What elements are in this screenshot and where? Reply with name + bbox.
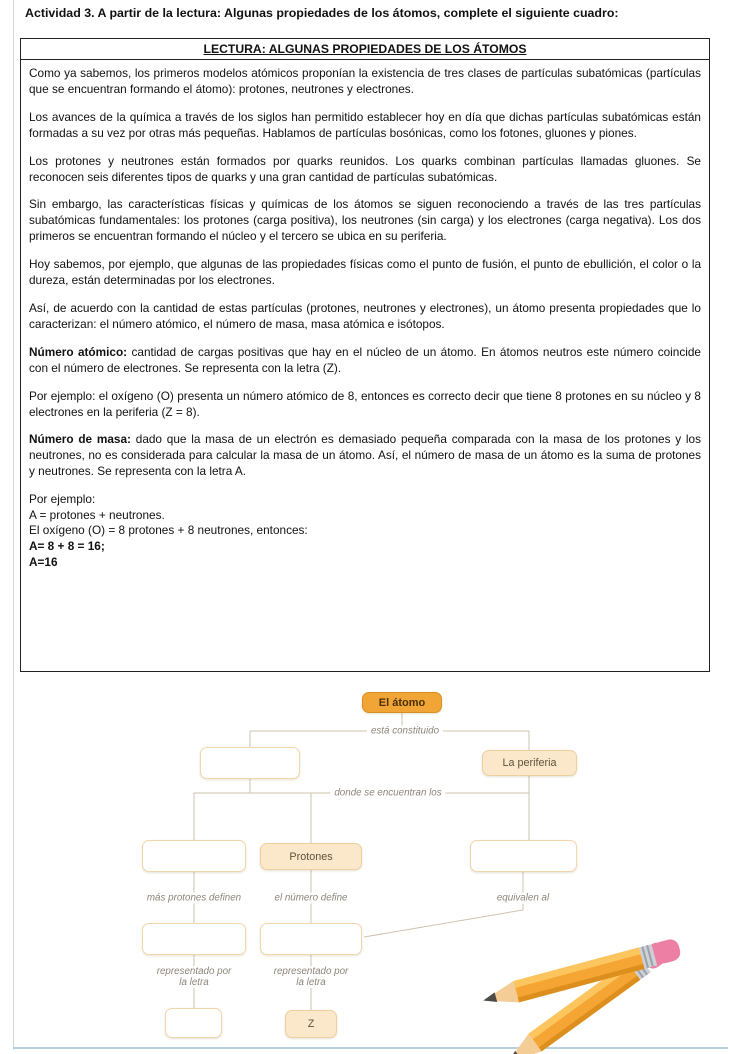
- lectura-box: [20, 38, 710, 672]
- node-protones: Protones: [260, 843, 362, 870]
- empty-box-2[interactable]: [142, 840, 246, 872]
- example-line: Por ejemplo:: [29, 492, 96, 507]
- paragraph-text: Los avances de la química a través de los siglos han permitido establecer hoy en día que dichas partículas subatómicas están formadas a su vez por otras más pequeñas. Hablamos de partículas bosónicas, como los fotones, gluones y piones.: [29, 109, 701, 140]
- paragraph-text: cantidad de cargas positivas que hay en el núcleo de un átomo. En átomos neutros este número coincide con el número de electrones. Se representa con la letra (Z).: [29, 344, 701, 375]
- lectura-paragraph: [29, 110, 701, 142]
- example-line: El oxígeno (O) = 8 protones + 8 neutrones, entonces:: [29, 523, 308, 538]
- node-z: Z: [285, 1010, 337, 1038]
- example-block: [29, 492, 701, 570]
- lectura-paragraph: [29, 432, 701, 480]
- paragraph-text: Como ya sabemos, los primeros modelos atómicos proponían la existencia de tres clases de partículas subatómicas (partículas que se encuentran formando el átomo): protones, neutrones y electrones.: [29, 66, 701, 96]
- connector-label-mas-protones-definen: más protones definen: [143, 893, 245, 904]
- concept-map: [0, 680, 730, 1054]
- pencils-illustration: [481, 937, 683, 1054]
- lectura-paragraph: [29, 389, 701, 421]
- paragraph-text: Así, de acuerdo con la cantidad de estas partículas (protones, neutrones y electrones), un átomo presenta propiedades que lo caracterizan: el número atómico, el número de masa, masa atómica e isótopos.: [29, 300, 701, 331]
- connector-label-el-numero-define: el número define: [271, 893, 352, 904]
- lectura-paragraph: [29, 301, 701, 333]
- node-el-atomo: El átomo: [362, 692, 442, 713]
- example-line: A = protones + neutrones.: [29, 507, 165, 522]
- example-line-bold: A=16: [29, 554, 58, 569]
- paragraph-bold-lead: Número atómico:: [29, 344, 128, 359]
- activity-title: Actividad 3. A partir de la lectura: Algunas propiedades de los átomos, complete el siguiente cuadro:: [25, 6, 619, 20]
- paragraph-text: Hoy sabemos, por ejemplo, que algunas de las propiedades físicas como el punto de fusión, el punto de ebullición, el color o la dureza, están determinadas por los electrones.: [29, 257, 701, 288]
- connector-label-donde-se-encuentran: donde se encuentran los: [330, 788, 445, 799]
- paragraph-text: Por ejemplo: el oxígeno (O) presenta un número atómico de 8, entonces es correcto decir que tiene 8 protones en su núcleo y 8 electrones en la periferia (Z = 8).: [29, 388, 701, 419]
- example-line-bold: A= 8 + 8 = 16;: [29, 538, 105, 553]
- paragraph-bold-lead: Número de masa:: [29, 432, 131, 447]
- lectura-paragraph: [29, 154, 701, 186]
- lectura-paragraph: [29, 257, 701, 289]
- empty-box-1[interactable]: [200, 747, 300, 779]
- empty-box-5[interactable]: [260, 923, 362, 955]
- lectura-header: LECTURA: ALGUNAS PROPIEDADES DE LOS ÁTOMOS: [21, 39, 709, 60]
- lectura-paragraph: [29, 66, 701, 98]
- lectura-paragraph: [29, 197, 701, 245]
- empty-box-3[interactable]: [470, 840, 577, 872]
- connector-label-representado-1: representado por la letra: [154, 966, 234, 988]
- paragraph-text: Los protones y neutrones están formados por quarks reunidos. Los quarks combinan partículas llamadas gluones. Se reconocen seis diferentes tipos de quarks y una gran cantidad de partículas subatómicas.: [29, 153, 701, 184]
- connector-label-equivalen-al: equivalen al: [493, 893, 553, 904]
- connector-label-esta-constituido: está constituido: [367, 726, 443, 737]
- paragraph-text: Sin embargo, las características físicas y químicas de los átomos se siguen reconociendo a través de las tres partículas subatómicas fundamentales: los protones (carga positiva), los neutrones (sin carga) y los electrones (carga negativa). Los dos primeros se encuentran formando el núcleo y el tercero se ubica en su periferia.: [29, 197, 701, 244]
- paragraph-text: dado que la masa de un electrón es demasiado pequeña comparada con la masa de los protones y los neutrones, no es considerada para calcular la masa de un átomo. Así, el número de masa de un átomo es la suma de protones y neutrones. Se representa con la letra A.: [29, 432, 701, 479]
- concept-map-connectors: [0, 680, 730, 1054]
- connector-label-representado-2: representado por la letra: [271, 966, 351, 988]
- empty-box-4[interactable]: [142, 923, 246, 955]
- node-la-periferia: La periferia: [482, 750, 577, 776]
- lectura-paragraph: [29, 345, 701, 377]
- empty-box-6[interactable]: [165, 1008, 222, 1038]
